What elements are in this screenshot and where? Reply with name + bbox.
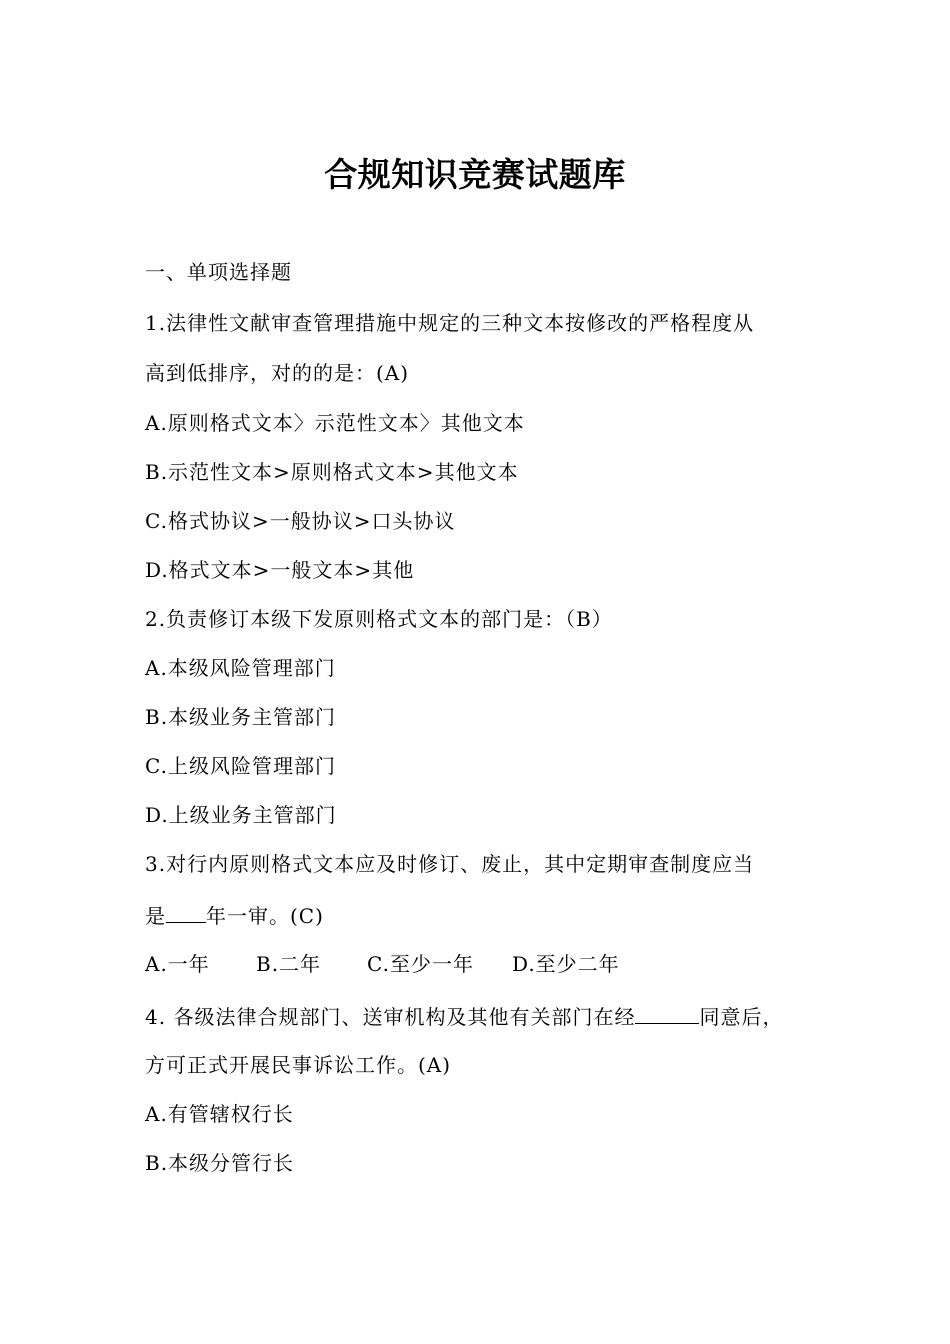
q4-option-b: B.本级分管行长 [145,1151,295,1175]
q1-option-c: C.格式协议>一般协议>口头协议 [145,509,456,533]
q4-text-line2: 方可正式开展民事诉讼工作。(A) [145,1053,452,1077]
q4-line1-post: 同意后， [699,1005,784,1029]
q4-line1-pre: 4. 各级法律合规部门、送审机构及其他有关部门在经 [145,1005,636,1029]
q3-options-row [145,950,620,978]
q2-text-line1: 2.负责修订本级下发原则格式文本的部门是：（B） [145,607,613,631]
q3-option-b: B.二年 [256,952,322,976]
q3-option-a: A.一年 [145,952,210,976]
q1-option-b: B.示范性文本>原则格式文本>其他文本 [145,460,519,484]
q3-line2-pre: 是 [145,904,166,928]
page-title: 合规知识竞赛试题库 [324,155,626,194]
q3-text-line2 [145,900,324,930]
q3-fill-blank [166,900,206,923]
section-heading: 一、单项选择题 [145,260,292,284]
q2-option-c: C.上级风险管理部门 [145,754,336,778]
q4-option-a: A.有管辖权行长 [145,1102,294,1126]
q1-option-d: D.格式文本>一般文本>其他 [145,558,415,582]
q3-option-c: C.至少一年 [367,952,474,976]
q2-option-b: B.本级业务主管部门 [145,705,337,729]
q1-text-line2: 高到低排序，对的的是：(A) [145,361,410,385]
q3-line2-post: 年一审。(C) [206,904,324,928]
q3-text-line1: 3.对行内原则格式文本应及时修订、废止，其中定期审查制度应当 [145,852,755,876]
q4-fill-blank [635,1001,699,1024]
q2-option-d: D.上级业务主管部门 [145,803,337,827]
q2-option-a: A.本级风险管理部门 [145,656,336,680]
q3-option-d: D.至少二年 [512,952,620,976]
q1-option-a: A.原则格式文本〉示范性文本〉其他文本 [145,411,525,435]
q4-text-line1 [145,1001,783,1031]
q1-text-line1: 1.法律性文献审查管理措施中规定的三种文本按修改的严格程度从 [145,311,755,335]
